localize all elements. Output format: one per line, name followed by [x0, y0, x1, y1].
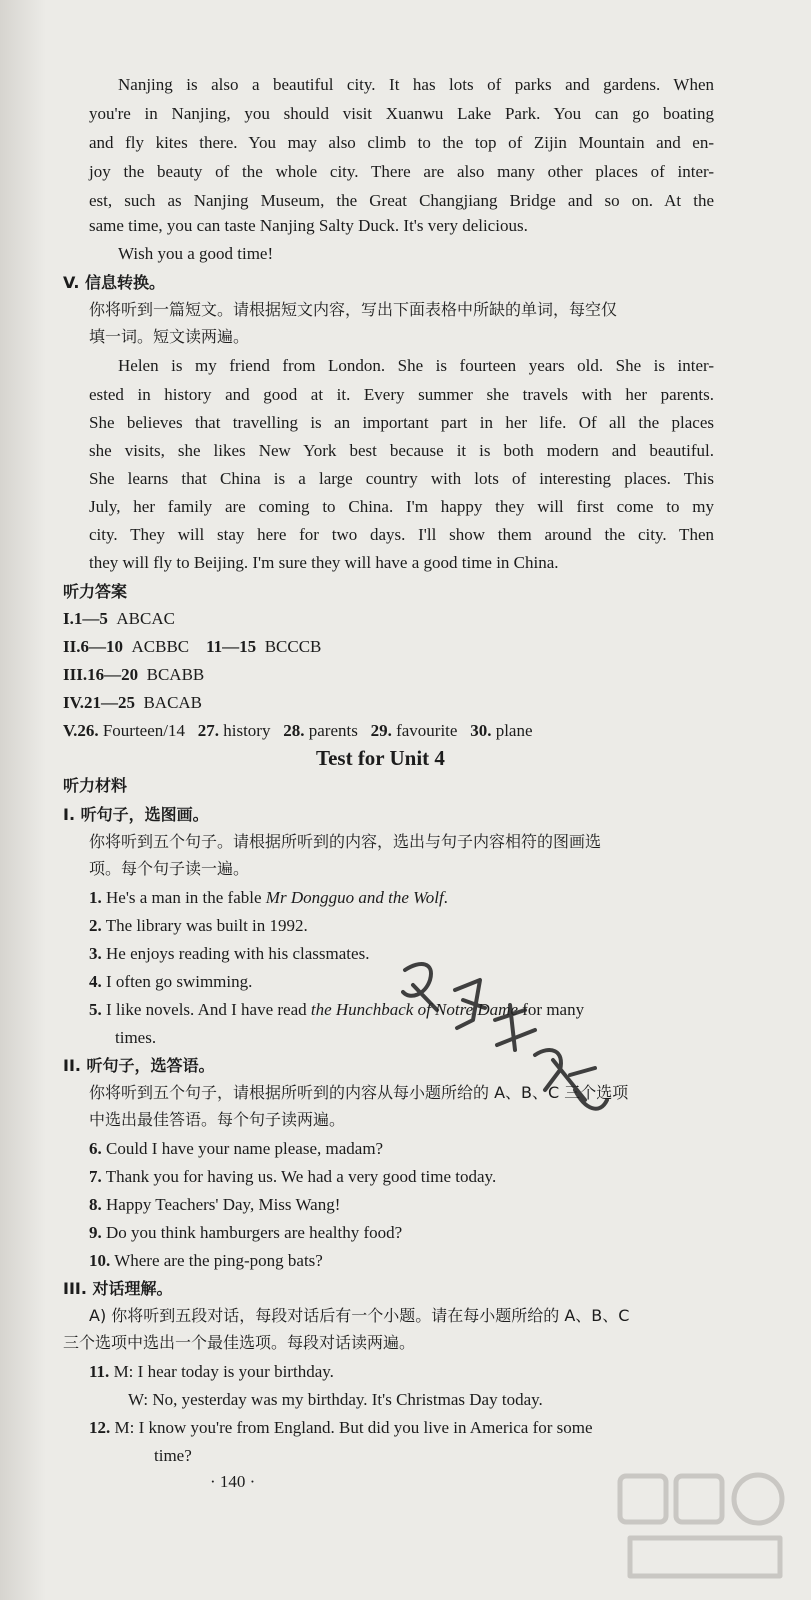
question-number: 27. — [197, 721, 219, 740]
item-text: Could I have your name please, madam? — [106, 1139, 384, 1158]
item-number: 11. — [89, 1362, 110, 1381]
section-v-instruction-1: 你将听到一篇短文。请根据短文内容，写出下面表格中所缺的单词，每空仅 — [89, 300, 618, 319]
item-number: 4. — [89, 972, 102, 991]
sentence-3 — [89, 941, 369, 967]
item-number: 9. — [89, 1223, 102, 1242]
item-text: Do you think hamburgers are healthy food? — [106, 1223, 403, 1242]
answer-word: favourite — [396, 721, 458, 740]
item-number: 5. — [89, 1000, 102, 1019]
answer-word: plane — [495, 721, 533, 740]
dialogue-11-w: W: No, yesterday was my birthday. It's Christmas Day today. — [128, 1390, 543, 1409]
dialogue-12-m — [89, 1415, 714, 1441]
sentence-5-continued: times. — [115, 1028, 157, 1047]
helen-line-7: city. They will stay here for two days. I'll show them around the city. Then — [89, 525, 714, 544]
section-ii-instruction-2: 中选出最佳答语。每个句子读两遍。 — [89, 1110, 346, 1129]
item-italic: the Hunchback of Notre Dame — [310, 1000, 518, 1019]
roman-numeral: I. — [63, 609, 74, 628]
book-spine-shadow — [0, 0, 46, 1600]
answer-word: parents — [308, 721, 358, 740]
section-ii-title: II. 听句子，选答语。 — [63, 1056, 215, 1075]
sentence-10 — [89, 1248, 323, 1274]
section-ii-instruction-1: 你将听到五个句子，请根据所听到的内容从每小题所给的 A、B、C 三个选项 — [89, 1083, 629, 1102]
item-italic: Mr Dongguo and the Wolf — [265, 888, 444, 907]
section-iii-instruction-2: 三个选项中选出一个最佳选项。每段对话读两遍。 — [63, 1333, 416, 1352]
dialogue-11-m — [89, 1359, 334, 1385]
helen-line-4: she visits, she likes New York best because it is both modern and beautiful. — [89, 441, 714, 460]
item-number: 3. — [89, 944, 102, 963]
item-number: 10. — [89, 1251, 111, 1270]
answer-row-3 — [63, 662, 204, 688]
item-text-end: . — [443, 888, 448, 907]
answer-row-5 — [63, 718, 533, 744]
question-number: 30. — [470, 721, 492, 740]
nanjing-line-3: and fly kites there. You may also climb to the top of Zijin Mountain and en- — [89, 133, 714, 152]
watermark-logo — [612, 1468, 792, 1586]
roman-numeral: III. — [63, 665, 88, 684]
answers-title: 听力答案 — [63, 582, 128, 601]
section-i-title: I. 听句子，选图画。 — [63, 805, 209, 824]
item-text: M: I know you're from England. But did you live in America for some — [114, 1418, 593, 1437]
sentence-8 — [89, 1192, 340, 1218]
item-text: I like novels. And I have read — [106, 1000, 311, 1019]
nanjing-line-5: est, such as Nanjing Museum, the Great Changjiang Bridge and so on. At the — [89, 191, 714, 210]
section-v-instruction-2: 填一词。短文读两遍。 — [89, 327, 250, 346]
roman-numeral: V. — [63, 721, 78, 740]
item-number: 7. — [89, 1167, 102, 1186]
item-number: 6. — [89, 1139, 102, 1158]
unit-heading: Test for Unit 4 — [316, 746, 445, 770]
listening-material-title: 听力材料 — [63, 776, 128, 795]
item-number: 2. — [89, 916, 102, 935]
item-text: Happy Teachers' Day, Miss Wang! — [106, 1195, 341, 1214]
section-i-instruction-2: 项。每个句子读一遍。 — [89, 859, 250, 878]
answer-key: BACAB — [143, 693, 203, 712]
item-number: 12. — [89, 1418, 111, 1437]
answer-word: history — [223, 721, 271, 740]
dialogue-12-continued: time? — [154, 1446, 192, 1465]
sentence-2 — [89, 913, 308, 939]
roman-numeral: IV. — [63, 693, 84, 712]
helen-line-8: they will fly to Beijing. I'm sure they will have a good time in China. — [89, 553, 559, 572]
item-text: M: I hear today is your birthday. — [113, 1362, 334, 1381]
section-iii-instruction-1: A) 你将听到五段对话，每段对话后有一个小题。请在每小题所给的 A、B、C — [89, 1306, 630, 1325]
item-text: I often go swimming. — [106, 972, 253, 991]
helen-line-2: ested in history and good at it. Every summer she travels with her parents. — [89, 385, 714, 404]
section-iii-title: III. 对话理解。 — [63, 1279, 173, 1298]
item-text: Thank you for having us. We had a very good time today. — [105, 1167, 497, 1186]
page-number: · 140 · — [210, 1472, 256, 1491]
sentence-4 — [89, 969, 252, 995]
helen-line-5: She learns that China is a large country with lots of interesting places. This — [89, 469, 714, 488]
item-number: 1. — [89, 888, 102, 907]
item-number: 8. — [89, 1195, 102, 1214]
nanjing-line-6: same time, you can taste Nanjing Salty Duck. It's very delicious. — [89, 216, 528, 235]
nanjing-line-2: you're in Nanjing, you should visit Xuanwu Lake Park. You can go boating — [89, 104, 714, 123]
answer-key: ABCAC — [116, 609, 175, 628]
question-range: 1—5 — [73, 609, 108, 628]
sentence-6 — [89, 1136, 383, 1162]
item-text: The library was built in 1992. — [105, 916, 308, 935]
question-range: 16—20 — [87, 665, 139, 684]
answer-row-4 — [63, 690, 202, 716]
sentence-1 — [89, 885, 448, 911]
nanjing-line-1: Nanjing is also a beautiful city. It has lots of parks and gardens. When — [118, 75, 714, 94]
question-number: 29. — [370, 721, 392, 740]
answer-row-2 — [63, 634, 321, 660]
helen-line-6: July, her family are coming to China. I'm happy they will first come to my — [89, 497, 714, 516]
answer-row-1 — [63, 606, 175, 632]
question-number: 26. — [77, 721, 99, 740]
item-text-end: for many — [518, 1000, 585, 1019]
roman-numeral: II. — [63, 637, 81, 656]
question-range: 11—15 — [206, 637, 257, 656]
section-v-title: V. 信息转换。 — [63, 273, 165, 292]
sentence-7 — [89, 1164, 496, 1190]
section-i-instruction-1: 你将听到五个句子。请根据所听到的内容，选出与句子内容相符的图画选 — [89, 832, 602, 851]
answer-word: Fourteen/14 — [102, 721, 185, 740]
answer-key: BCCCB — [264, 637, 322, 656]
item-text: He's a man in the fable — [106, 888, 266, 907]
question-range: 21—25 — [83, 693, 135, 712]
nanjing-line-4: joy the beauty of the whole city. There are also many other places of inter- — [89, 162, 714, 181]
item-text: He enjoys reading with his classmates. — [106, 944, 370, 963]
answer-key: ACBBC — [131, 637, 190, 656]
question-number: 28. — [283, 721, 305, 740]
handwritten-scribble — [385, 950, 615, 1130]
item-text: Where are the ping-pong bats? — [114, 1251, 323, 1270]
wish-line: Wish you a good time! — [118, 244, 274, 263]
helen-line-3: She believes that travelling is an important part in her life. Of all the places — [89, 413, 714, 432]
helen-line-1: Helen is my friend from London. She is fourteen years old. She is inter- — [118, 356, 714, 375]
sentence-9 — [89, 1220, 402, 1246]
question-range: 6—10 — [80, 637, 123, 656]
answer-key: BCABB — [146, 665, 205, 684]
